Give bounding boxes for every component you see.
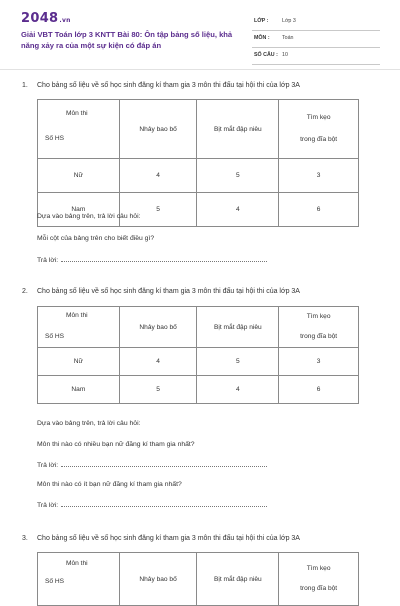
row-label: Nữ — [38, 159, 120, 193]
table-row — [38, 159, 359, 193]
question-intro: Dựa vào bảng trên, trả lời câu hỏi: — [37, 213, 141, 220]
table-cell: 4 — [119, 348, 197, 376]
answer-label: Trả lời: — [37, 257, 59, 264]
site-logo[interactable] — [21, 11, 71, 26]
table-corner-cell — [38, 307, 120, 348]
answer-label: Trả lời: — [37, 462, 59, 469]
table-corner-cell — [38, 100, 120, 159]
table-row — [38, 193, 359, 227]
column-header: Nhảy bao bố — [119, 553, 197, 606]
logo-suffix: .vn — [59, 17, 71, 24]
column-header-line: Tìm kẹo — [306, 313, 331, 320]
table-cell: 6 — [279, 376, 359, 404]
meta-value: 10 — [282, 52, 288, 58]
column-header: Bịt mắt đập niêu — [197, 307, 279, 348]
answer-label: Trả lời: — [37, 502, 59, 509]
table-cell: 6 — [279, 193, 359, 227]
meta-row-count — [252, 48, 380, 65]
answer-line[interactable] — [37, 501, 267, 509]
table-cell: 5 — [197, 159, 279, 193]
answer-blank[interactable] — [61, 256, 267, 262]
meta-row-class — [252, 14, 380, 31]
table-cell: 5 — [119, 376, 197, 404]
table-cell: 4 — [119, 159, 197, 193]
question-ask: Môn thi nào có ít bạn nữ đăng kí tham gia nhất? — [37, 481, 182, 488]
meta-label: MÔN : — [254, 35, 270, 41]
row-label: Nam — [38, 193, 120, 227]
table-cell: 3 — [279, 348, 359, 376]
column-header-line: Tìm kẹo — [306, 565, 331, 572]
column-header-line: Tìm kẹo — [306, 114, 331, 121]
meta-label: SỐ CÂU : — [254, 52, 278, 58]
data-table-1 — [37, 99, 359, 227]
question-text: Cho bảng số liệu về số học sinh đăng kí tham gia 3 môn thi đấu tại hội thi của lớp 3A — [37, 82, 300, 89]
answer-blank[interactable] — [61, 501, 267, 507]
answer-blank[interactable] — [61, 461, 267, 467]
column-header — [279, 307, 359, 348]
table-row — [38, 348, 359, 376]
header-top: Môn thi — [66, 560, 88, 567]
table-cell: 5 — [119, 193, 197, 227]
answer-line[interactable] — [37, 256, 267, 264]
question-number: 1. — [22, 82, 28, 89]
question-ask: Môn thi nào có nhiều bạn nữ đăng kí tham gia nhất? — [37, 441, 195, 448]
table-row — [38, 376, 359, 404]
meta-row-subject — [252, 31, 380, 48]
header-bottom: Số HS — [45, 333, 65, 340]
row-label: Nữ — [38, 348, 120, 376]
page-header — [0, 0, 400, 68]
column-header: Nhảy bao bố — [119, 307, 197, 348]
column-header — [279, 100, 359, 159]
table-cell: 5 — [197, 348, 279, 376]
logo-text: 2048 — [21, 11, 59, 26]
header-divider — [0, 69, 400, 70]
meta-label: LỚP : — [254, 18, 269, 24]
column-header: Bịt mắt đập niêu — [197, 553, 279, 606]
data-table-3 — [37, 552, 359, 606]
column-header-line: trong đĩa bột — [300, 136, 338, 143]
header-bottom: Số HS — [45, 135, 65, 142]
meta-fields — [252, 14, 380, 65]
header-top: Môn thi — [66, 110, 88, 117]
question-intro: Dựa vào bảng trên, trả lời câu hỏi: — [37, 420, 141, 427]
question-ask: Mỗi cột của bảng trên cho biết điều gì? — [37, 235, 155, 242]
column-header-line: trong đĩa bột — [300, 333, 338, 340]
column-header: Bịt mắt đập niêu — [197, 100, 279, 159]
page-title: Giải VBT Toán lớp 3 KNTT Bài 80: Ôn tập bảng số liệu, khả năng xảy ra của một sự kiện có đáp án — [21, 30, 233, 50]
question-number: 2. — [22, 288, 28, 295]
table-cell: 4 — [197, 376, 279, 404]
meta-value: Toán — [282, 35, 294, 41]
header-top: Môn thi — [66, 312, 88, 319]
question-text: Cho bảng số liệu về số học sinh đăng kí tham gia 3 môn thi đấu tại hội thi của lớp 3A — [37, 535, 300, 542]
row-label: Nam — [38, 376, 120, 404]
column-header: Nhảy bao bố — [119, 100, 197, 159]
answer-line[interactable] — [37, 461, 267, 469]
meta-value: Lớp 3 — [282, 18, 296, 24]
table-corner-cell — [38, 553, 120, 606]
table-cell: 4 — [197, 193, 279, 227]
data-table-2 — [37, 306, 359, 404]
question-text: Cho bảng số liệu về số học sinh đăng kí tham gia 3 môn thi đấu tại hội thi của lớp 3A — [37, 288, 300, 295]
question-number: 3. — [22, 535, 28, 542]
header-bottom: Số HS — [45, 578, 65, 585]
column-header — [279, 553, 359, 606]
table-cell: 3 — [279, 159, 359, 193]
column-header-line: trong đĩa bột — [300, 585, 338, 592]
